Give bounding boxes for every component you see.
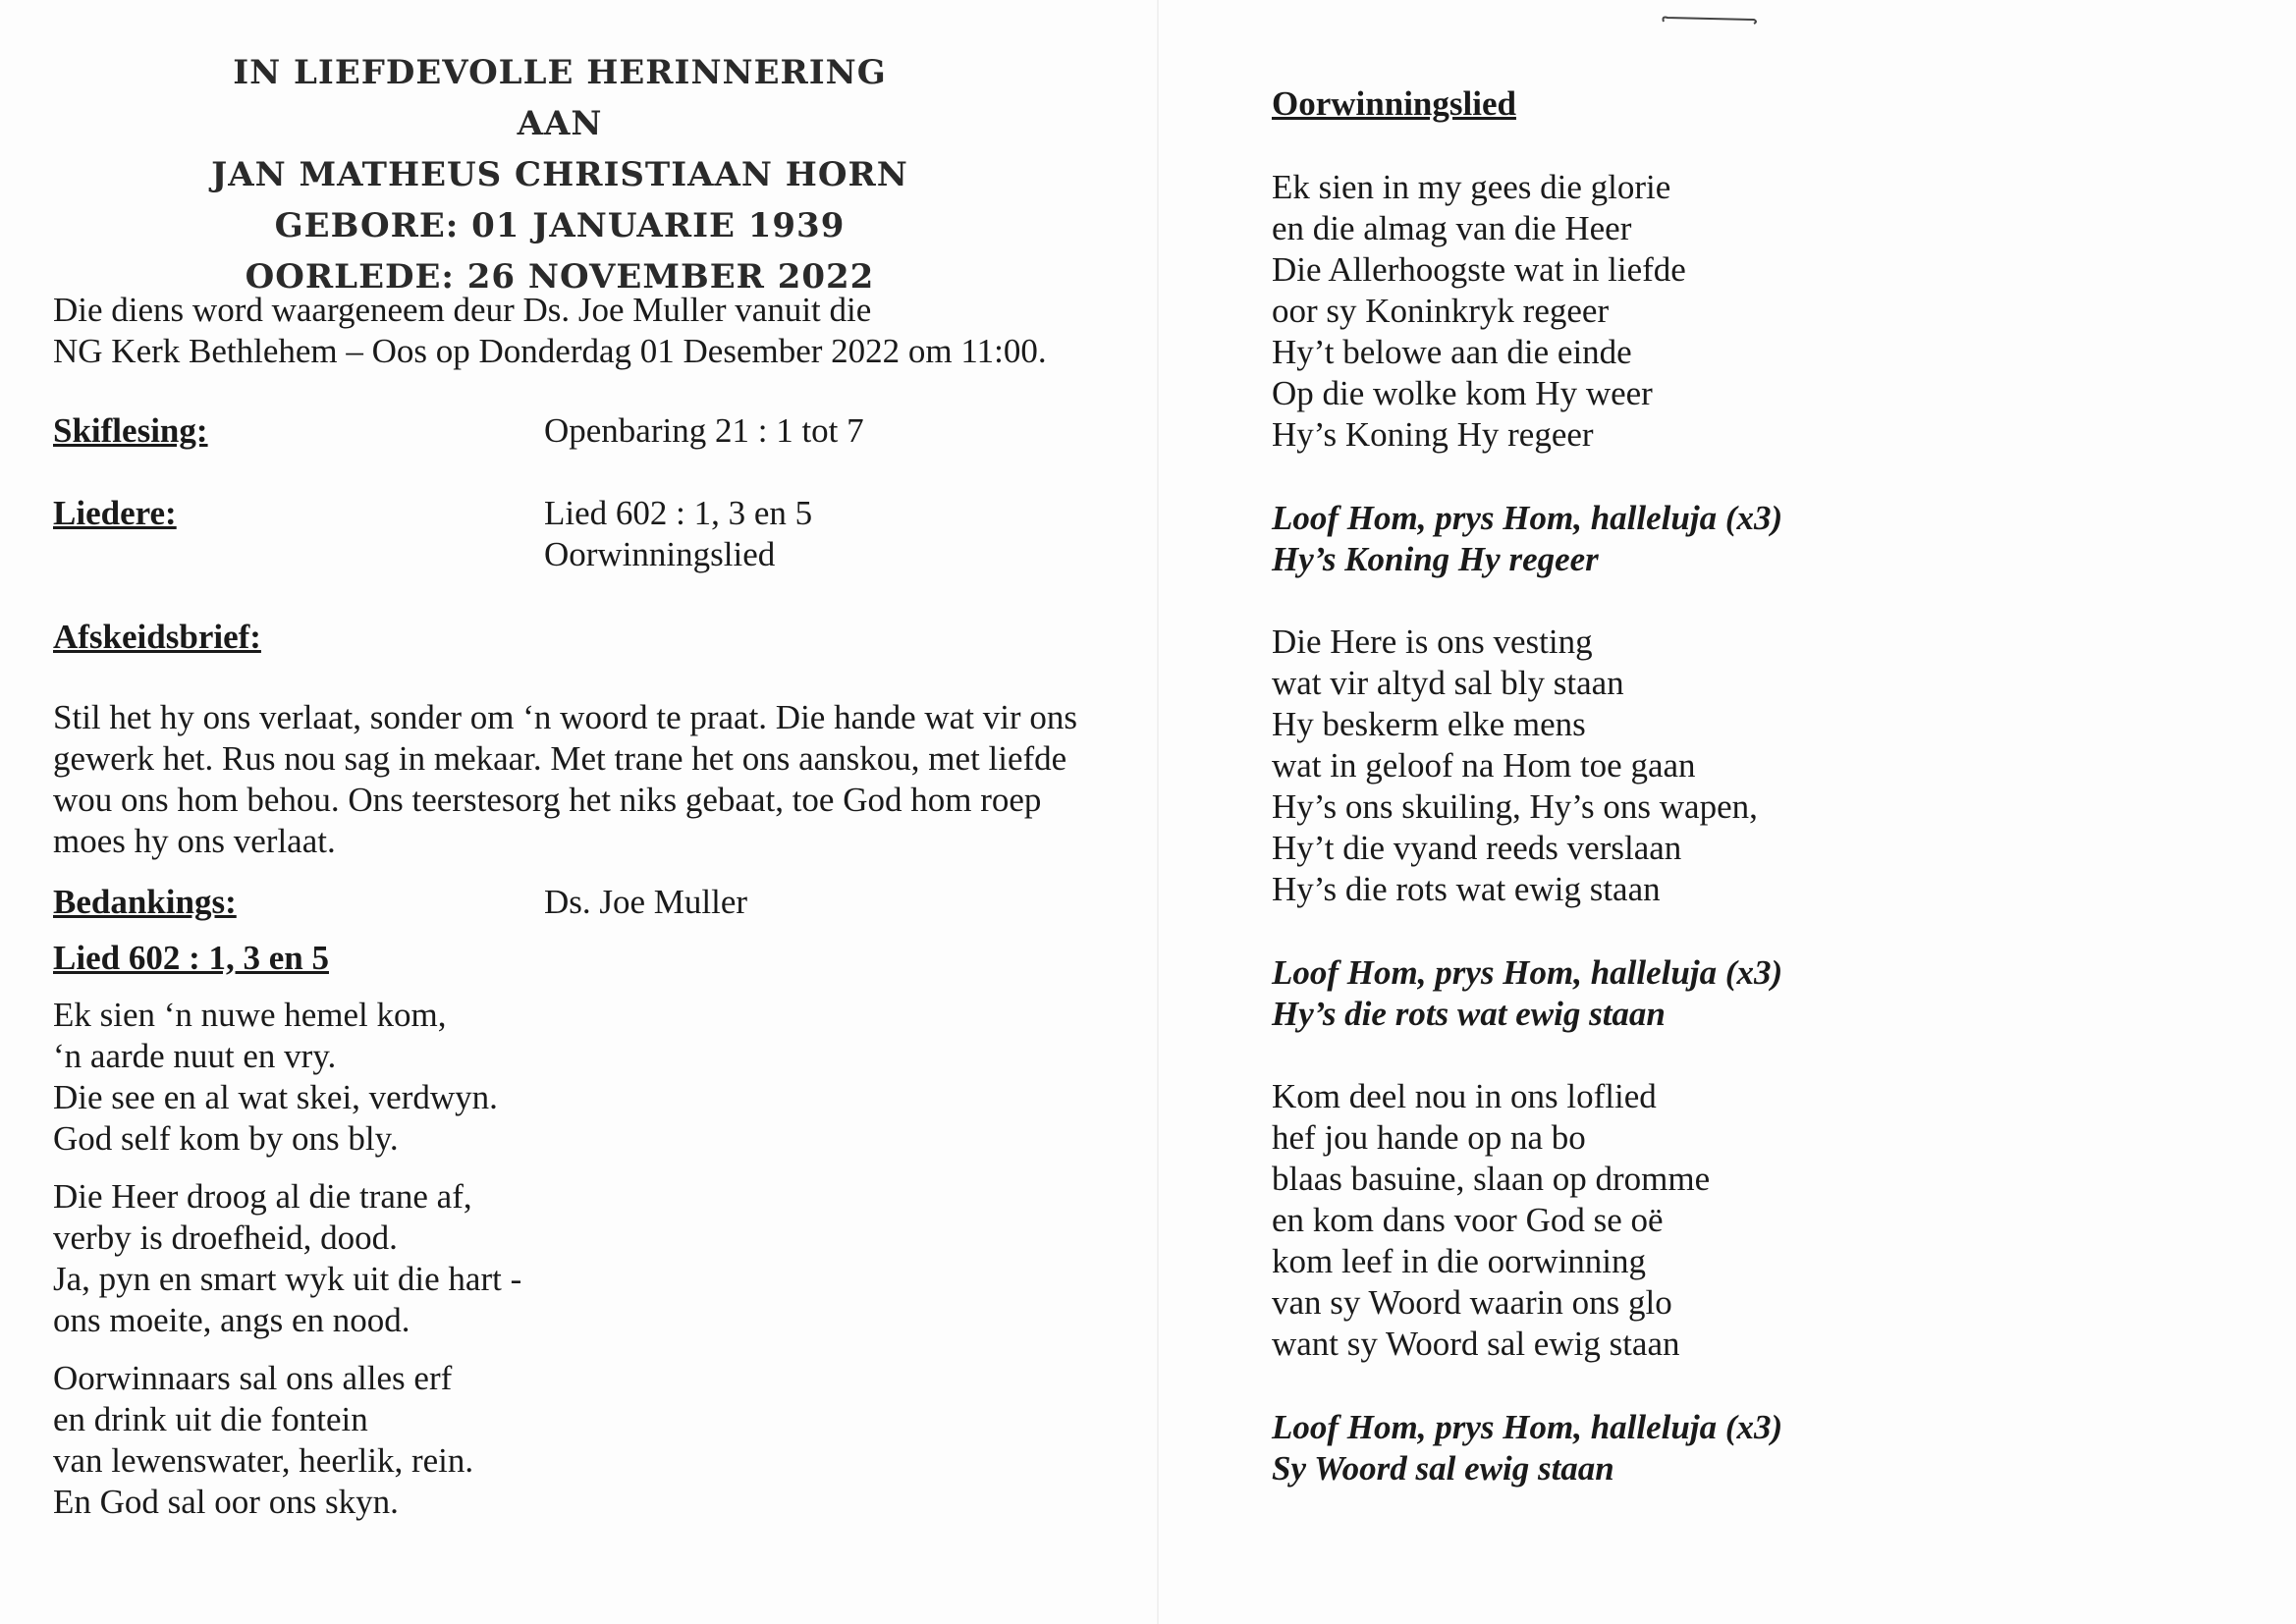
verse-line: Hy beskerm elke mens — [1272, 705, 1586, 743]
afskeidsbrief-text: Stil het hy ons verlaat, sonder om ‘n woord te praat. Die hande wat vir ons gewerk het. Rus nou sag in mekaar. Met trane het ons aanskou, met liefde wou ons hom behou. Ons teerstesorg het niks gebaat, toe God hom roep moes hy ons verlaat. — [53, 698, 1077, 860]
chorus-line: Loof Hom, prys Hom, halleluja (x3) — [1272, 499, 1783, 537]
skriflesing-label: Skiflesing: — [53, 411, 208, 450]
verse-line: kom leef in die oorwinning — [1272, 1242, 1647, 1280]
page-fold — [1157, 0, 1159, 1624]
verse-line: en die almag van die Heer — [1272, 209, 1632, 247]
memorial-header — [196, 47, 923, 302]
oorwinningslied-title: Oorwinningslied — [1272, 84, 1516, 123]
verse-line: God self kom by ons bly. — [53, 1119, 399, 1158]
verse-line: Die see en al wat skei, verdwyn. — [53, 1078, 498, 1116]
verse-line: Die Heer droog al die trane af, — [53, 1177, 472, 1216]
verse-line: Oorwinnaars sal ons alles erf — [53, 1359, 453, 1397]
verse-line: ons moeite, angs en nood. — [53, 1301, 410, 1339]
verse-line: Hy’t die vyand reeds verslaan — [1272, 829, 1682, 867]
verse-line: en drink uit die fontein — [53, 1400, 368, 1438]
verse-line: want sy Woord sal ewig staan — [1272, 1325, 1680, 1363]
verse-line: En God sal oor ons skyn. — [53, 1483, 399, 1521]
service-line-2: NG Kerk Bethlehem – Oos op Donderdag 01 Desember 2022 om 11:00. — [53, 332, 1047, 370]
verse-line: Ek sien in my gees die glorie — [1272, 168, 1671, 206]
verse-line: en kom dans voor God se oë — [1272, 1201, 1664, 1239]
verse-line: Hy’s Koning Hy regeer — [1272, 415, 1594, 454]
header-line-1: IN LIEFDEVOLLE HERINNERING AAN — [233, 53, 887, 143]
header-line-3: GEBORE: 01 JANUARIE 1939 — [274, 206, 846, 245]
verse-line: verby is droefheid, dood. — [53, 1218, 398, 1257]
afskeidsbrief-label: Afskeidsbrief: — [53, 618, 261, 656]
oorwinningslied-verse-3 — [1272, 1076, 1710, 1365]
verse-line: Kom deel nou in ons loflied — [1272, 1077, 1657, 1115]
verse-line: Die Allerhoogste wat in liefde — [1272, 250, 1686, 289]
verse-line: blaas basuine, slaan op dromme — [1272, 1160, 1711, 1198]
verse-line: Hy’s ons skuiling, Hy’s ons wapen, — [1272, 787, 1758, 826]
liedere-value-2: Oorwinningslied — [544, 535, 776, 573]
oorwinningslied-chorus-3 — [1272, 1407, 1782, 1489]
header-line-2: JAN MATHEUS CHRISTIAAN HORN — [211, 155, 908, 194]
oorwinningslied-chorus-1 — [1272, 498, 1782, 580]
verse-line: Die Here is ons vesting — [1272, 623, 1593, 661]
chorus-line: Loof Hom, prys Hom, halleluja (x3) — [1272, 953, 1783, 992]
service-line-1: Die diens word waargeneem deur Ds. Joe Muller vanuit die — [53, 291, 872, 329]
skriflesing-value: Openbaring 21 : 1 tot 7 — [544, 411, 864, 450]
liedere-value-1: Lied 602 : 1, 3 en 5 — [544, 494, 813, 532]
verse-line: oor sy Koninkryk regeer — [1272, 292, 1610, 330]
verse-line: ‘n aarde nuut en vry. — [53, 1037, 337, 1075]
lied602-title: Lied 602 : 1, 3 en 5 — [53, 939, 329, 977]
verse-line: Hy’t belowe aan die einde — [1272, 333, 1632, 371]
verse-line: van sy Woord waarin ons glo — [1272, 1283, 1672, 1322]
lied602-verse-3 — [53, 1358, 473, 1523]
lied602-verse-2 — [53, 1176, 521, 1341]
bedankings-label: Bedankings: — [53, 883, 237, 921]
verse-line: Op die wolke kom Hy weer — [1272, 374, 1653, 412]
oorwinningslied-verse-2 — [1272, 622, 1758, 910]
chorus-line: Hy’s Koning Hy regeer — [1272, 540, 1599, 578]
verse-line: hef jou hande op na bo — [1272, 1118, 1586, 1157]
verse-line: wat in geloof na Hom toe gaan — [1272, 746, 1696, 785]
chorus-line: Hy’s die rots wat ewig staan — [1272, 995, 1666, 1033]
chorus-line: Loof Hom, prys Hom, halleluja (x3) — [1272, 1408, 1783, 1446]
verse-line: Ek sien ‘n nuwe hemel kom, — [53, 996, 447, 1034]
liedere-label: Liedere: — [53, 494, 177, 532]
verse-line: wat vir altyd sal bly staan — [1272, 664, 1624, 702]
oorwinningslied-verse-1 — [1272, 167, 1686, 456]
verse-line: van lewenswater, heerlik, rein. — [53, 1441, 474, 1480]
header-line-4: OORLEDE: 26 NOVEMBER 2022 — [245, 257, 875, 297]
oorwinningslied-chorus-2 — [1272, 952, 1782, 1035]
chorus-line: Sy Woord sal ewig staan — [1272, 1449, 1614, 1488]
verse-line: Ja, pyn en smart wyk uit die hart - — [53, 1260, 522, 1298]
lied602-verse-1 — [53, 995, 498, 1160]
verse-line: Hy’s die rots wat ewig staan — [1272, 870, 1661, 908]
paper-clip-mark — [1660, 14, 1758, 27]
bedankings-value: Ds. Joe Muller — [544, 883, 748, 921]
